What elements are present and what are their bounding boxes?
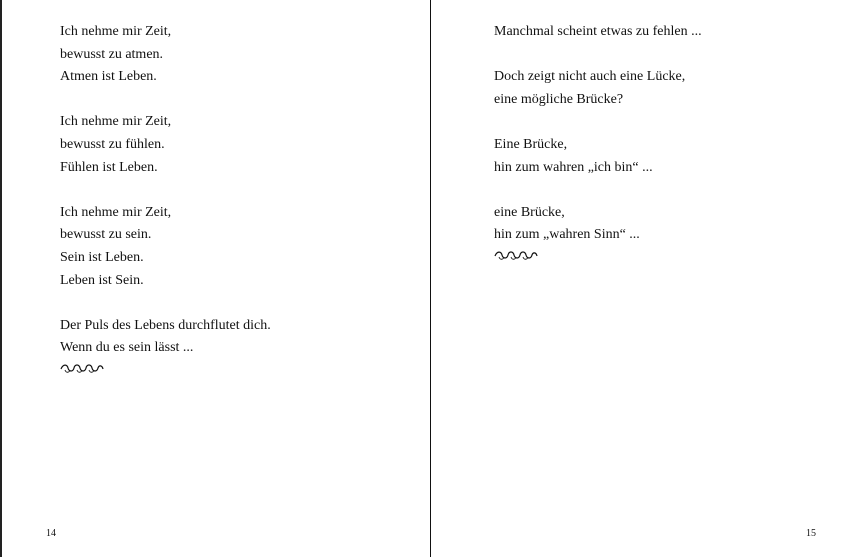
stanza (60, 111, 271, 179)
page-number: 14 (46, 528, 56, 539)
poem-line: hin zum wahren „ich bin“ ... (494, 159, 653, 175)
poem-line: Ich nehme mir Zeit, (60, 204, 172, 220)
poem-line: bewusst zu fühlen. (60, 136, 165, 152)
swirl-ornament-icon (60, 363, 104, 375)
page-number: 15 (806, 528, 816, 539)
swirl-ornament-icon (494, 250, 538, 262)
poem-line: Sein ist Leben. (60, 249, 144, 265)
stanza (494, 66, 702, 111)
poem-line: Atmen ist Leben. (60, 69, 157, 85)
right-poem (494, 21, 702, 262)
poem-line: Doch zeigt nicht auch eine Lücke, (494, 69, 686, 85)
poem-line: bewusst zu atmen. (60, 46, 164, 62)
poem-line: Manchmal scheint etwas zu fehlen ... (494, 24, 702, 39)
poem-line: Wenn du es sein lässt ... (60, 340, 194, 356)
poem-line: Fühlen ist Leben. (60, 159, 158, 175)
stanza (60, 315, 271, 360)
right-page (431, 0, 854, 557)
stanza (60, 202, 271, 292)
stanza (494, 134, 702, 179)
stanza (494, 21, 702, 44)
poem-line: Der Puls des Lebens durchflutet dich. (60, 317, 271, 333)
stanza (494, 202, 702, 247)
poem-line: eine Brücke, (494, 204, 565, 220)
poem-line: Eine Brücke, (494, 136, 568, 152)
stanza (60, 21, 271, 89)
left-poem (60, 21, 271, 375)
poem-line: hin zum „wahren Sinn“ ... (494, 227, 640, 243)
poem-line: Ich nehme mir Zeit, (60, 114, 172, 130)
poem-line: Leben ist Sein. (60, 272, 144, 288)
poem-line: Ich nehme mir Zeit, (60, 24, 172, 39)
poem-line: bewusst zu sein. (60, 227, 152, 243)
poem-line: eine mögliche Brücke? (494, 91, 624, 107)
